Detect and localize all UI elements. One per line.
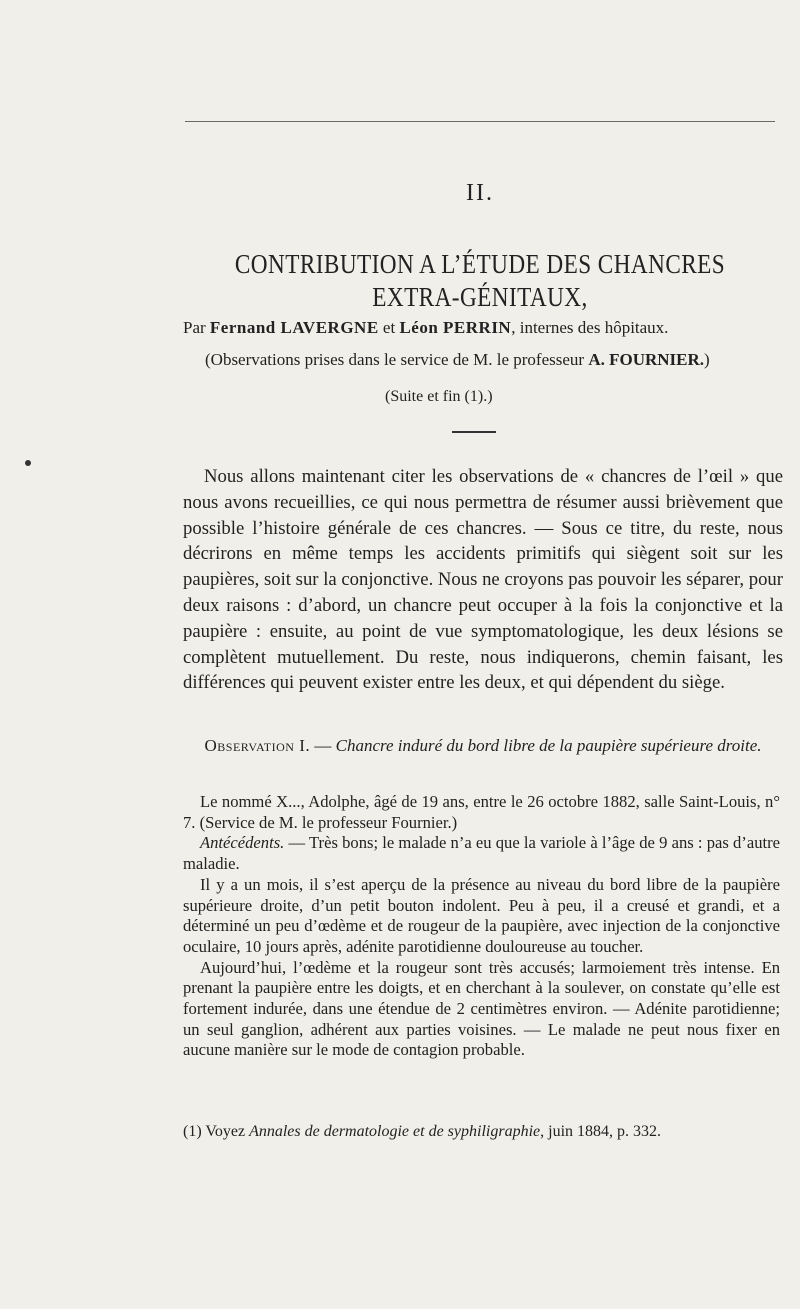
footnote-text-after: , juin 1884, p. 332.: [540, 1123, 662, 1140]
article-title: [222, 248, 738, 314]
author-2: Léon PERRIN: [399, 318, 512, 337]
observation-label: Observation I.: [204, 736, 311, 755]
observations-note-prefix: (Observations prises dans le service de M. le professeur: [205, 350, 585, 369]
header-rule: [185, 121, 775, 122]
observations-note: [205, 350, 785, 370]
antecedents-label: Antécédents.: [200, 833, 285, 853]
title-line-2: EXTRA-GÉNITAUX,: [372, 282, 588, 312]
professor-name: A. FOURNIER.: [588, 350, 705, 369]
authors-par: Par: [183, 318, 206, 337]
intro-paragraph: Nous allons maintenant citer les observations de « chancres de l’œil » que nous avons recueillies, ce qui nous permettra de résumer aussi brièvement que possible l’histoire générale de ces chancres. — Sous ce titre, du reste, nous décrirons en même temps les accidents primitifs qui siègent soit sur les paupières, soit sur la conjonctive. Nous ne croyons pas pouvoir les séparer, pour deux raisons : d’abord, un chancre peut occuper à la fois la conjonctive et la paupière : ensuite, au point de vue symptomatologique, les deux lésions se complètent mutuellement. Du reste, nous indiquerons, chemin faisant, les différences qui peuvent exister entre les deux, et qui dépendent du siège.: [183, 466, 783, 694]
observations-note-suffix: ): [704, 350, 710, 369]
observation-heading: [183, 735, 783, 756]
authors-line: [183, 318, 783, 338]
footnote: [183, 1123, 783, 1141]
observation-paragraph: Aujourd’hui, l’œdème et la rougeur sont très accusés; larmoiement très intense. En prenant la paupière entre les doigts, et en cherchant à la soulever, on constate qu’elle est fortement indurée, dans une étendue de 2 centimètres environ. — Adénite parotidienne; un seul ganglion, adhérent aux parties voisines. — Le malade ne peut nous fixer en aucune manière sur le mode de contagion probable.: [183, 957, 780, 1060]
observation-paragraph: Il y a un mois, il s’est aperçu de la présence au niveau du bord libre de la paupière supérieure droite, d’un petit bouton indolent. Peu à peu, il a creusé et grandi, et a déterminé un peu d’œdème et de rougeur de la paupière, avec injection de la conjonctive oculaire, 10 jours après, adénite parotidienne douloureuse au toucher.: [183, 874, 780, 956]
observation-title: Chancre induré du bord libre de la paupière supérieure droite.: [335, 736, 762, 755]
suite-note: (Suite et fin (1).): [385, 388, 493, 405]
intro-text: [183, 464, 783, 696]
observation-paragraph: Le nommé X..., Adolphe, âgé de 19 ans, entre le 26 octobre 1882, salle Saint-Louis, n° 7. (Service de M. le professeur Fournier.): [183, 792, 780, 832]
observation-dash: —: [310, 736, 336, 755]
authors-role: , internes des hôpitaux.: [511, 318, 669, 337]
antecedents-text: — Très bons; le malade n’a eu que la variole à l’âge de 9 ans : pas d’autre maladie.: [183, 833, 780, 874]
author-1: Fernand LAVERGNE: [209, 318, 379, 337]
separator-rule: [452, 431, 496, 433]
margin-mark: [25, 460, 31, 466]
footnote-marker: (1): [183, 1123, 202, 1140]
observation-body: [183, 792, 780, 1061]
antecedents-paragraph: [183, 833, 780, 874]
authors-et: et: [382, 318, 396, 337]
title-line-1: CONTRIBUTION A L’ÉTUDE DES CHANCRES: [234, 249, 726, 279]
section-number: II.: [466, 180, 494, 206]
footnote-journal: Annales de dermatologie et de syphiligraphie: [249, 1123, 541, 1140]
footnote-text-before: Voyez: [201, 1123, 250, 1140]
